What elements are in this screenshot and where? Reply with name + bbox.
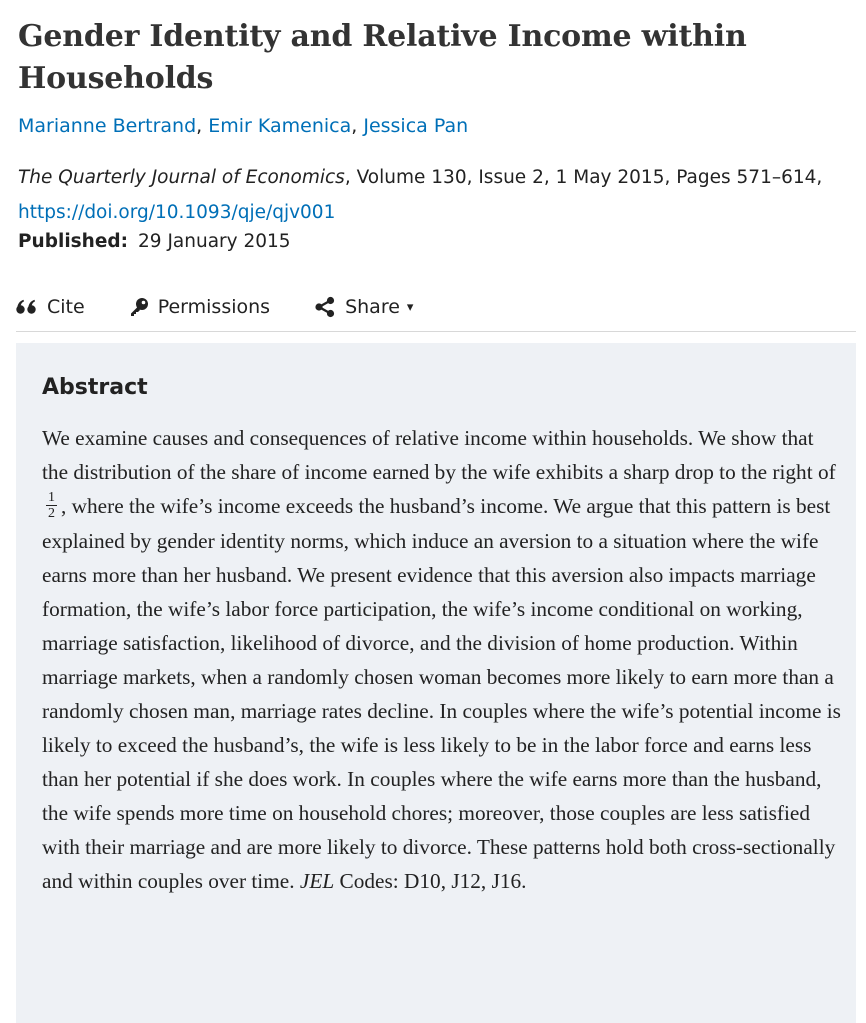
chevron-down-icon: ▾ xyxy=(406,299,414,315)
permissions-label: Permissions xyxy=(157,296,271,318)
cite-label: Cite xyxy=(47,296,85,318)
doi-link[interactable]: https://doi.org/10.1093/qje/qjv001 xyxy=(18,202,336,223)
cite-button[interactable] xyxy=(16,296,85,318)
article-toolbar xyxy=(16,292,457,322)
permissions-button[interactable] xyxy=(129,296,270,318)
jel-codes: Codes: D10, J12, J16. xyxy=(339,868,527,893)
fraction-denominator: 2 xyxy=(48,505,55,521)
share-label: Share xyxy=(345,296,400,318)
author-separator: , xyxy=(196,115,209,137)
author-list xyxy=(18,113,468,139)
jel-label: JEL xyxy=(299,868,335,893)
journal-name: The Quarterly Journal of Economics xyxy=(18,167,345,188)
abstract-section xyxy=(16,343,856,1023)
key-icon xyxy=(129,297,149,317)
published-label: Published: xyxy=(18,231,129,252)
author-link[interactable]: Jessica Pan xyxy=(363,115,469,137)
share-icon xyxy=(314,296,336,318)
abstract-text-part2: , where the wife’s income exceeds the husband’s income. We argue that this pattern is best explained by gender identity norms, which induce an aversion to a situation where the wife earns more than her husband. We present evidence that this aversion also impacts marriage formation, the wife’s labor force participation, the wife’s income conditional on working, marriage satisfaction, likelihood of divorce, and the division of home production. Within marriage markets, when a randomly chosen woman becomes more likely to earn more than a randomly chosen man, marriage rates decline. In couples where the wife’s potential income is likely to exceed the husband’s, the wife is less likely to be in the labor force and earns less than her potential if she does work. In couples where the wife earns more than the husband, the wife spends more time on household chores; moreover, those couples are less satisfied with their marriage and are more likely to divorce. These patterns hold both cross-sectionally and within couples over time. xyxy=(42,494,841,893)
abstract-text xyxy=(42,421,842,898)
abstract-heading: Abstract xyxy=(42,375,148,400)
author-separator: , xyxy=(351,115,364,137)
share-dropdown[interactable] xyxy=(314,296,413,318)
article-title: Gender Identity and Relative Income within Households xyxy=(18,19,747,96)
abstract-text-part1: We examine causes and consequences of relative income within households. We show that the distribution of the share of income earned by the wife exhibits a sharp drop to the right of xyxy=(42,426,836,484)
quote-icon xyxy=(16,299,38,315)
published-info xyxy=(18,229,291,255)
toolbar-divider xyxy=(16,331,856,332)
citation-info xyxy=(18,160,848,230)
author-link[interactable]: Emir Kamenica xyxy=(208,115,352,137)
published-date: 29 January 2015 xyxy=(138,231,291,252)
author-link[interactable]: Marianne Bertrand xyxy=(18,115,197,137)
citation-details: , Volume 130, Issue 2, 1 May 2015, Pages 571–614, xyxy=(344,167,823,188)
fraction-numerator: 1 xyxy=(48,489,55,505)
fraction-one-half xyxy=(46,490,57,521)
